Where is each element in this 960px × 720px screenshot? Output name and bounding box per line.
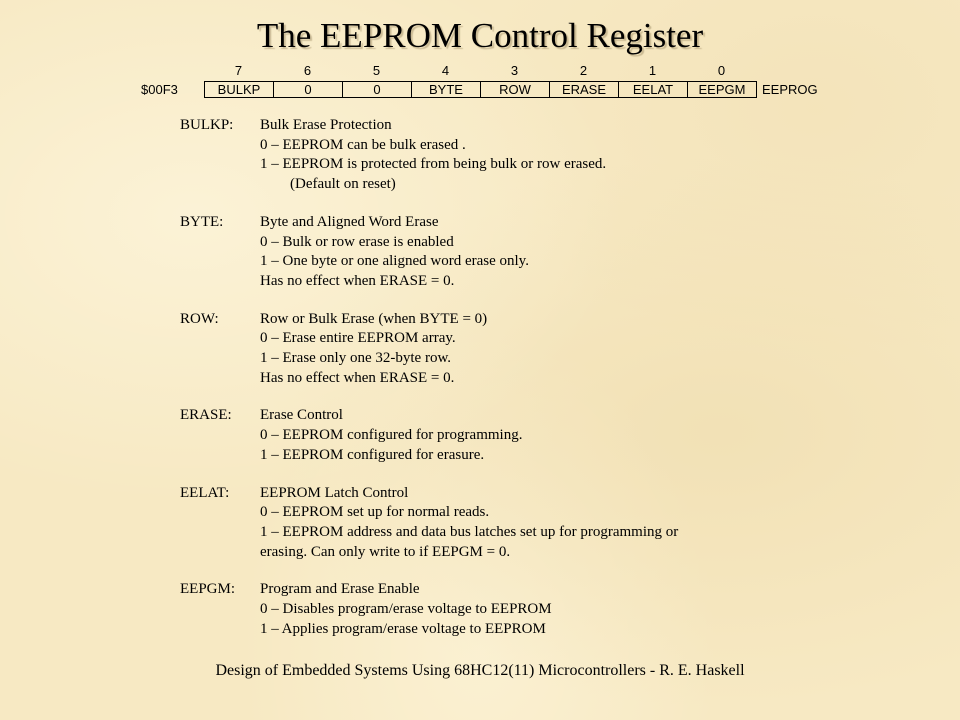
bit-field-row: ROW: [481, 82, 550, 97]
definition-erase: [180, 406, 820, 465]
definition-row: [180, 310, 820, 389]
definition-name: BYTE:: [180, 213, 224, 230]
definition-line: Erase Control: [260, 407, 343, 424]
bit-number: 4: [441, 63, 450, 78]
definition-body: [260, 310, 820, 389]
bit-field-erase: ERASE: [550, 82, 619, 97]
definition-line: 1 – EEPROM is protected from being bulk or row erased.: [260, 156, 607, 173]
bit-number: 7: [234, 63, 243, 78]
bit-number-row: [204, 63, 756, 79]
definition-body: [260, 213, 820, 292]
bit-field-eelat: EELAT: [619, 82, 688, 97]
definition-body: [260, 484, 820, 563]
register-name: EEPROG: [762, 82, 818, 97]
slide-footer: Design of Embedded Systems Using 68HC12(11) Microcontrollers - R. E. Haskell: [215, 662, 745, 679]
definition-name: EELAT:: [180, 484, 230, 501]
bit-definitions: [180, 116, 820, 657]
definition-line: 0 – Disables program/erase voltage to EEPROM: [260, 601, 552, 618]
definition-eelat: [180, 484, 820, 563]
definition-byte: [180, 213, 820, 292]
definition-line: Byte and Aligned Word Erase: [260, 213, 439, 230]
definition-line: 0 – EEPROM can be bulk erased .: [260, 136, 466, 153]
bit-field-bulkp: BULKP: [205, 82, 274, 97]
definition-line: 1 – One byte or one aligned word erase only.: [260, 253, 529, 270]
definition-eepgm: [180, 580, 820, 639]
definition-body: [260, 580, 820, 639]
register-address: $00F3: [141, 82, 178, 97]
slide-title: The EEPROM Control Register: [256, 16, 704, 55]
definition-body: [260, 116, 820, 195]
bit-number: 3: [510, 63, 519, 78]
bit-field-5: 0: [343, 82, 412, 97]
definition-line: 1 – Applies program/erase voltage to EEPROM: [260, 620, 546, 637]
definition-name: EEPGM:: [180, 581, 236, 598]
definition-name: ROW:: [180, 310, 219, 327]
definition-line: EEPROM Latch Control: [260, 484, 409, 501]
definition-body: [260, 406, 820, 465]
definition-name: ERASE:: [180, 407, 232, 424]
definition-line: 0 – EEPROM configured for programming.: [260, 427, 523, 444]
definition-line: 1 – EEPROM configured for erasure.: [260, 446, 485, 463]
definition-line: Row or Bulk Erase (when BYTE = 0): [260, 310, 488, 327]
definition-line: 0 – EEPROM set up for normal reads.: [260, 504, 490, 521]
bit-field-eepgm: EEPGM: [688, 82, 757, 97]
definition-line: 0 – Bulk or row erase is enabled: [260, 233, 454, 250]
definition-line: Program and Erase Enable: [260, 581, 420, 598]
bit-number: 1: [648, 63, 657, 78]
definition-line: Has no effect when ERASE = 0.: [260, 272, 455, 289]
bit-number: 2: [579, 63, 588, 78]
bit-number: 6: [303, 63, 312, 78]
bit-field-byte: BYTE: [412, 82, 481, 97]
definition-line: erasing. Can only write to if EEPGM = 0.: [260, 543, 511, 560]
definition-line: Bulk Erase Protection: [260, 117, 392, 133]
definition-line: (Default on reset): [290, 176, 396, 193]
register-bit-fields: [204, 81, 757, 98]
definition-line: Has no effect when ERASE = 0.: [260, 369, 455, 386]
bit-number: 5: [372, 63, 381, 78]
definition-line: 0 – Erase entire EEPROM array.: [260, 330, 456, 347]
definition-line: 1 – EEPROM address and data bus latches set up for programming or: [260, 523, 679, 540]
bit-field-6: 0: [274, 82, 343, 97]
definition-name: BULKP:: [180, 117, 234, 133]
definition-line: 1 – Erase only one 32-byte row.: [260, 350, 452, 367]
bit-number: 0: [717, 63, 726, 78]
definition-bulkp: [180, 116, 820, 195]
